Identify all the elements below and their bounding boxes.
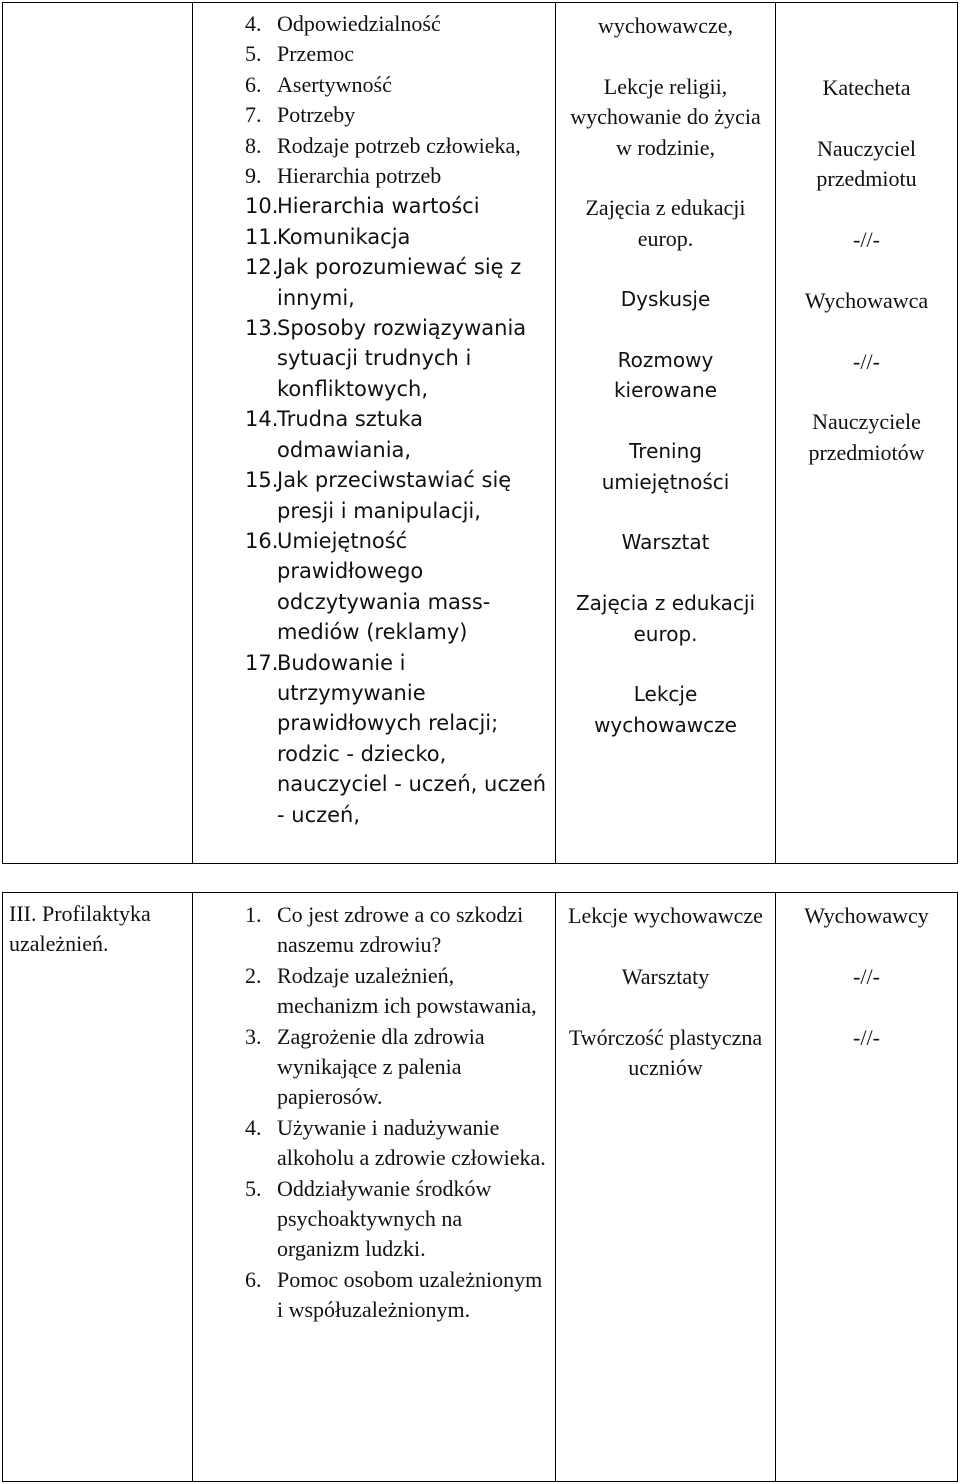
cell-entry: wychowawcze, xyxy=(598,13,733,38)
list-item-number: 17. xyxy=(245,650,279,675)
cell-entry: Trening umiejętności xyxy=(601,439,730,494)
cell-entry: Twórczość plastyczna uczniów xyxy=(568,1024,763,1080)
lower-topics-list xyxy=(245,900,547,1326)
list-item-number: 9. xyxy=(245,163,262,189)
cell-entry: Lekcje wychowawcze xyxy=(594,682,737,737)
list-item-text: Hierarchia potrzeb xyxy=(277,163,442,189)
list-item xyxy=(245,465,547,526)
lower-responsible-cell xyxy=(775,892,958,1482)
cell-entry: -//- xyxy=(853,963,880,989)
list-item-text: Rodzaje potrzeb człowieka, xyxy=(277,132,521,158)
list-item-text: Odpowiedzialność xyxy=(277,11,441,36)
list-item-number: 5. xyxy=(245,1175,262,1201)
list-item xyxy=(245,161,547,191)
list-item-number: 16. xyxy=(245,528,279,553)
list-item-text: Oddziaływanie środków psychoaktywnych na organizm ludzki. xyxy=(277,1175,492,1262)
cell-entry: Warsztat xyxy=(621,530,710,555)
cell-entry: Katecheta xyxy=(822,75,911,100)
cell-entry: Rozmowy kierowane xyxy=(613,348,718,403)
list-item xyxy=(245,404,547,465)
list-item xyxy=(245,526,547,648)
upper-topics-cell xyxy=(192,2,556,864)
upper-forms-group-b xyxy=(568,284,763,740)
upper-forms-cell xyxy=(555,2,776,864)
list-item-number: 10. xyxy=(245,194,279,219)
cell-entry: Zajęcia z edukacji europ. xyxy=(575,591,756,646)
list-item-number: 6. xyxy=(245,71,262,97)
cell-entry: Nauczyciele przedmiotów xyxy=(808,409,925,465)
list-item-number: 4. xyxy=(245,1114,262,1140)
list-item xyxy=(245,900,547,961)
upper-forms-group-a xyxy=(568,11,763,254)
list-item xyxy=(245,100,547,130)
lower-table-row xyxy=(0,892,960,1482)
cell-entry: Lekcje wychowawcze xyxy=(568,903,763,928)
list-item-text: Sposoby rozwiązywania sytuacji trudnych i konfliktowych, xyxy=(277,316,527,401)
upper-responsible-cell xyxy=(775,2,958,864)
list-item xyxy=(245,222,547,252)
upper-section-cell xyxy=(2,2,193,864)
list-item xyxy=(245,1113,547,1174)
cell-entry: Zajęcia z edukacji europ. xyxy=(585,195,746,251)
upper-topics-list-b xyxy=(245,191,547,830)
list-item xyxy=(245,1265,547,1326)
list-item-text: Rodzaje uzależnień, mechanizm ich powstawania, xyxy=(277,962,537,1019)
list-item-number: 13. xyxy=(245,316,279,341)
cell-entry: -//- xyxy=(853,227,880,252)
cell-entry: -//- xyxy=(853,348,880,374)
list-item-number: 4. xyxy=(245,11,262,36)
list-item-text: Hierarchia wartości xyxy=(277,194,480,219)
list-item xyxy=(245,648,547,830)
list-item-text: Przemoc xyxy=(277,41,354,67)
list-item-number: 1. xyxy=(245,902,262,927)
cell-entry: Warsztaty xyxy=(621,963,710,989)
list-item-text: Asertywność xyxy=(277,71,392,97)
list-item-number: 15. xyxy=(245,468,279,493)
list-item-number: 2. xyxy=(245,962,262,988)
lower-forms-list xyxy=(560,901,771,1083)
upper-topics-list-a xyxy=(245,9,547,191)
list-item-text: Jak porozumiewać się z innymi, xyxy=(277,255,522,310)
list-item xyxy=(245,70,547,100)
list-item-number: 12. xyxy=(245,255,279,280)
list-item xyxy=(245,39,547,69)
list-item-text: Potrzeby xyxy=(277,102,356,128)
cell-entry: Dyskusje xyxy=(620,287,711,312)
cell-entry: Lekcje religii, wychowanie do życia w rodzinie, xyxy=(570,73,761,160)
lower-responsible-list xyxy=(780,901,953,1053)
list-item-number: 6. xyxy=(245,1266,262,1292)
cell-entry: Nauczyciel przedmiotu xyxy=(816,135,917,192)
list-item xyxy=(245,9,547,39)
cell-entry: Wychowawcy xyxy=(804,903,929,928)
list-item-text: Pomoc osobom uzależnionym i współuzależnionym. xyxy=(277,1266,543,1323)
list-item xyxy=(245,1022,547,1113)
section-title: III. Profilaktyka uzależnień. xyxy=(9,901,151,957)
upper-table-row xyxy=(0,2,960,864)
list-item-number: 7. xyxy=(245,102,262,128)
lower-topics-cell xyxy=(192,892,556,1482)
list-item xyxy=(245,131,547,161)
list-item-text: Jak przeciwstawiać się presji i manipulacji, xyxy=(277,468,512,523)
cell-entry: -//- xyxy=(853,1024,880,1050)
section-title-cell xyxy=(2,892,193,1482)
list-item-number: 5. xyxy=(245,41,262,67)
list-item xyxy=(245,1174,547,1265)
list-item-text: Komunikacja xyxy=(277,224,411,249)
upper-responsible-list xyxy=(782,73,951,468)
list-item-text: Używanie i nadużywanie alkoholu a zdrowie człowieka. xyxy=(277,1114,546,1171)
list-item xyxy=(245,191,547,221)
list-item-number: 14. xyxy=(245,407,279,432)
list-item xyxy=(245,313,547,404)
list-item-number: 11. xyxy=(245,224,279,249)
list-item-text: Budowanie i utrzymywanie prawidłowych relacji; rodzic - dziecko, nauczyciel - uczeń, uczeń - uczeń, xyxy=(277,650,547,827)
list-item-text: Trudna sztuka odmawiania, xyxy=(277,407,424,462)
lower-forms-cell xyxy=(555,892,776,1482)
list-item-text: Umiejętność prawidłowego odczytywania mass-mediów (reklamy) xyxy=(277,528,491,645)
list-item-text: Co jest zdrowe a co szkodzi naszemu zdrowiu? xyxy=(277,902,524,958)
list-item-text: Zagrożenie dla zdrowia wynikające z palenia papierosów. xyxy=(277,1023,485,1110)
cell-entry: Wychowawca xyxy=(804,287,929,313)
list-item xyxy=(245,961,547,1022)
list-item xyxy=(245,252,547,313)
list-item-number: 3. xyxy=(245,1023,262,1049)
list-item-number: 8. xyxy=(245,132,262,158)
